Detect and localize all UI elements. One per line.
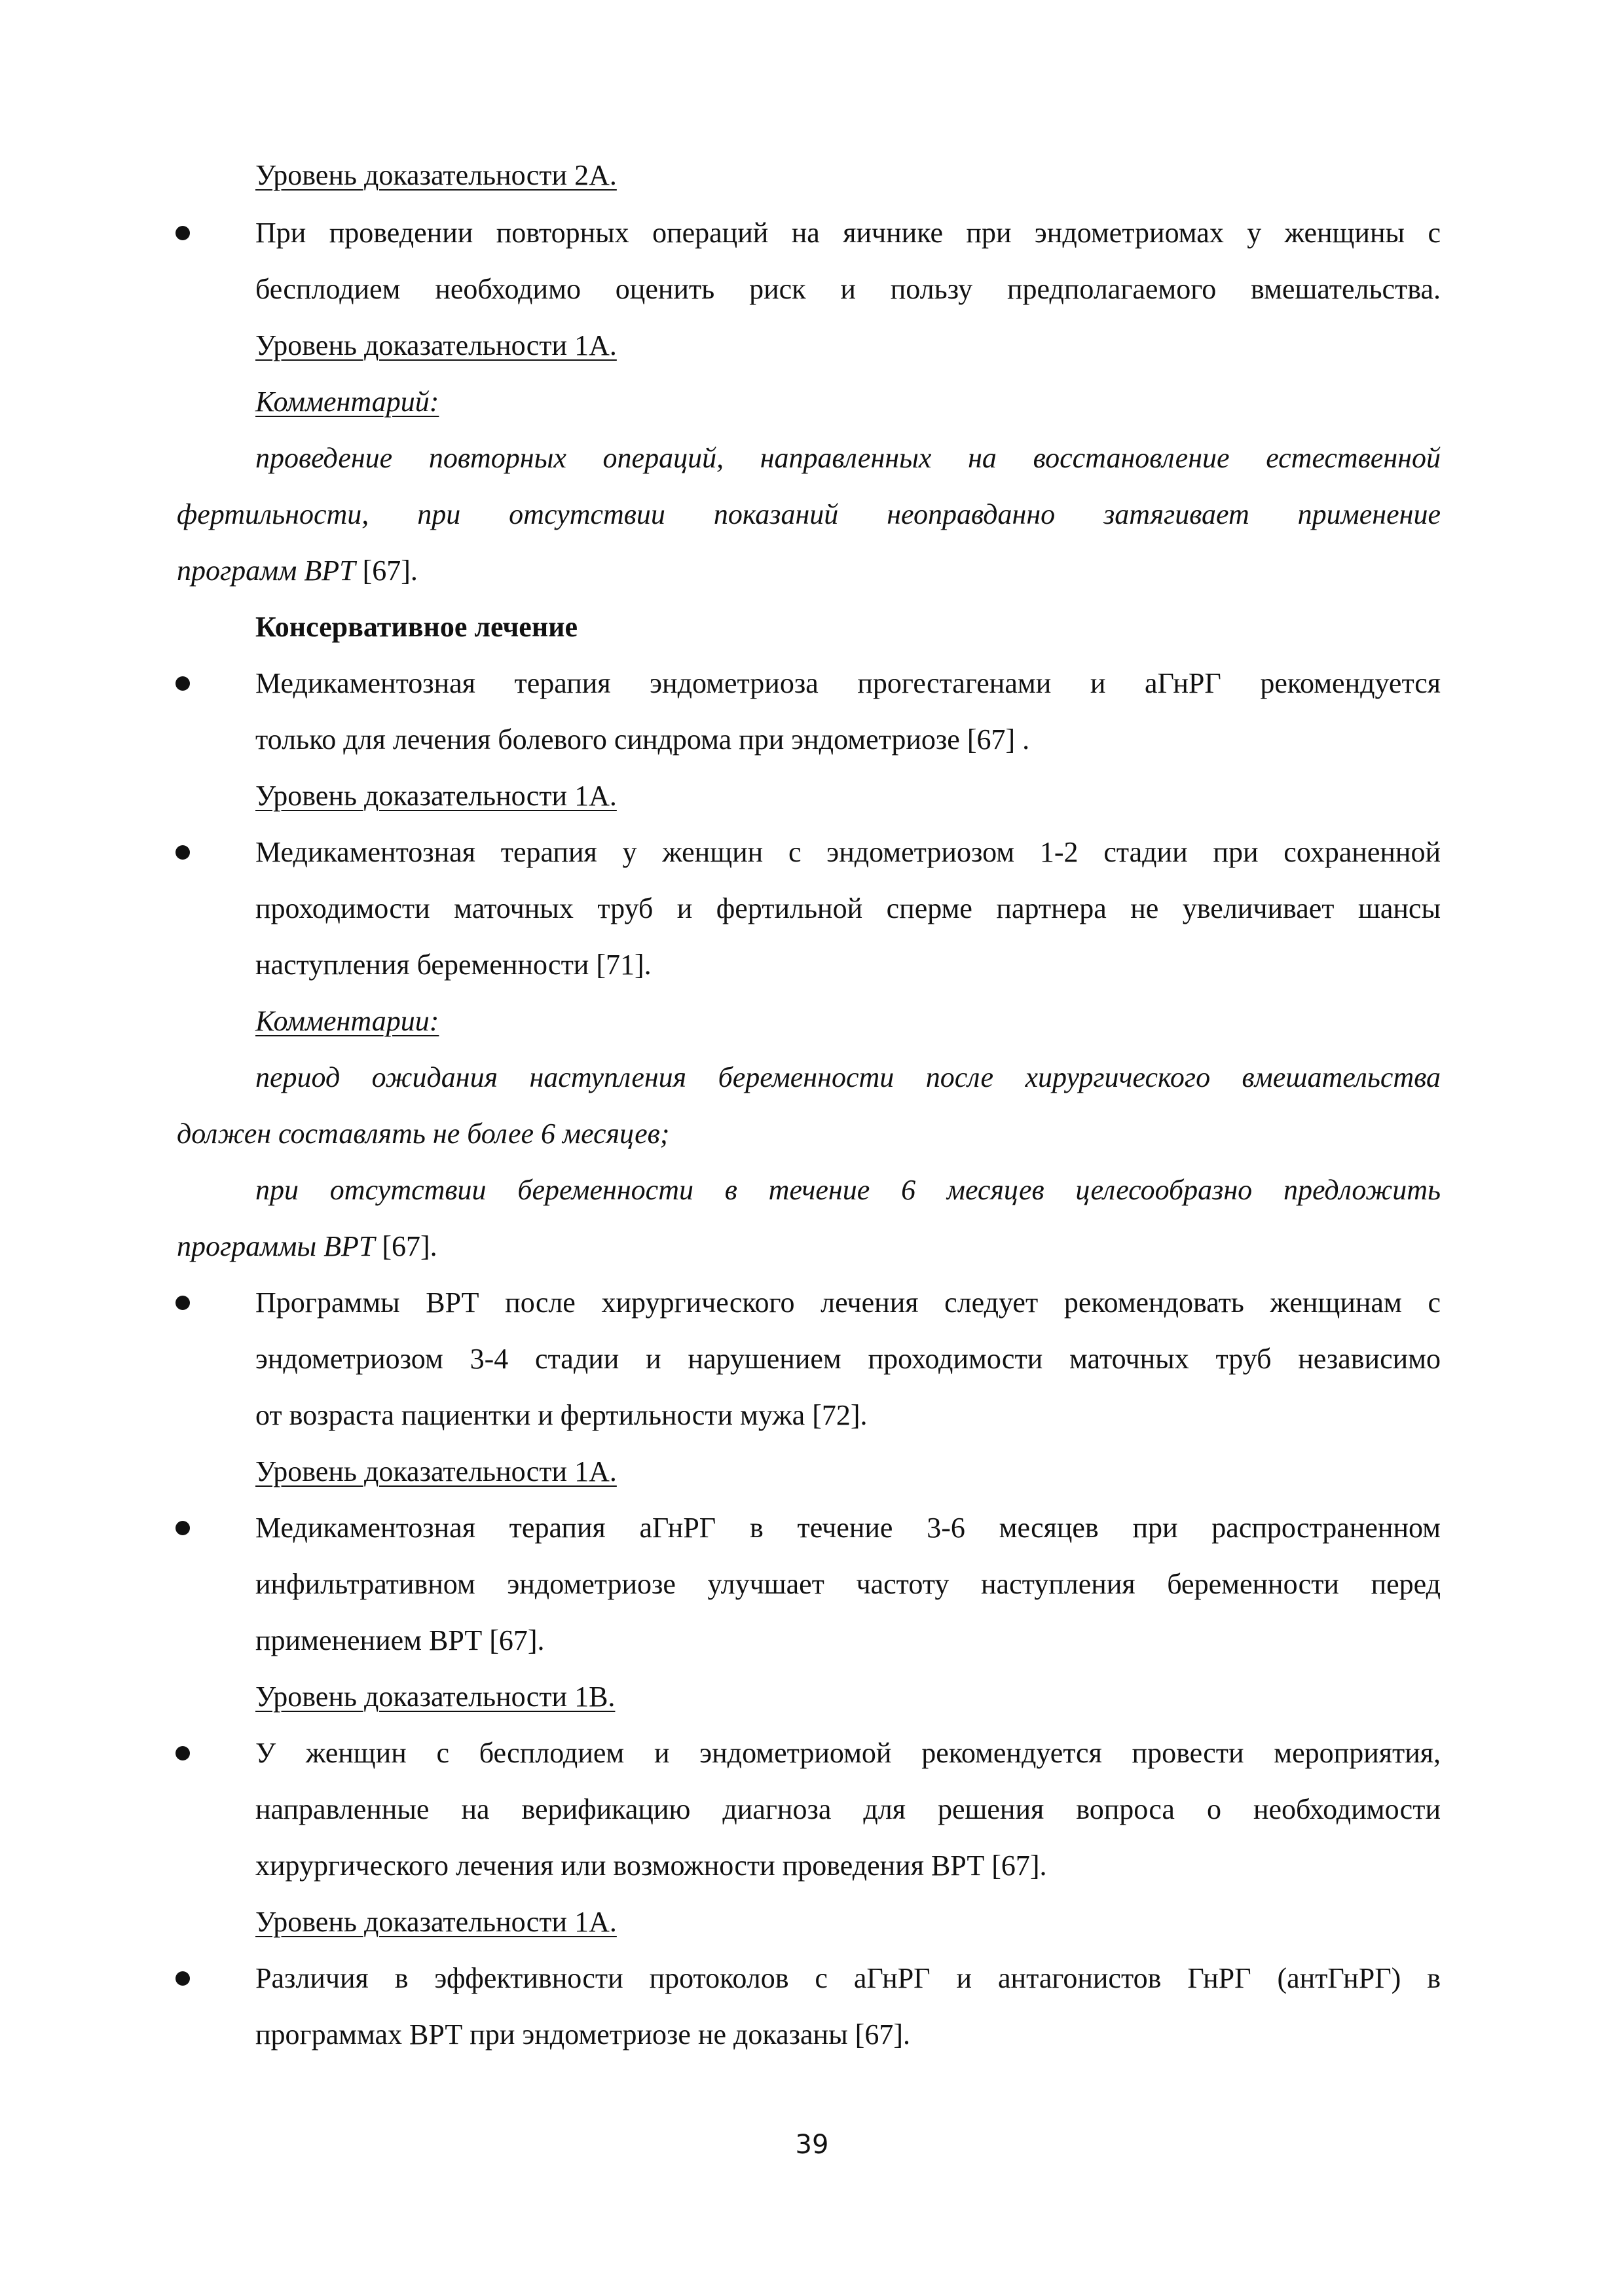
comment-label: Комментарий: <box>255 386 439 418</box>
comment-line: должен составлять не более 6 месяцев; <box>177 1118 670 1150</box>
paragraph-line: направленные на верификацию диагноза для решения вопроса о необходимости <box>255 1793 1441 1825</box>
comment-line: при отсутствии беременности в течение 6 месяцев целесообразно предложить <box>255 1174 1441 1206</box>
page-number: 39 <box>795 2130 829 2160</box>
comment-line <box>177 1218 437 1275</box>
paragraph-line: наступления беременности [71]. <box>255 949 652 981</box>
comment-text: программы ВРТ <box>177 1230 375 1262</box>
evidence-level: Уровень доказательности 2А. <box>255 159 617 191</box>
bullet-icon <box>175 226 190 240</box>
paragraph-line: инфильтративном эндометриозе улучшает частоту наступления беременности перед <box>255 1568 1441 1600</box>
comment-line: период ожидания наступления беременности после хирургического вмешательства <box>255 1061 1441 1093</box>
comment-label: Комментарии: <box>255 1005 439 1037</box>
evidence-level: Уровень доказательности 1А. <box>255 1906 617 1938</box>
comment-text: программ ВРТ <box>177 555 356 587</box>
paragraph-line: эндометриозом 3-4 стадии и нарушением проходимости маточных труб независимо <box>255 1343 1441 1375</box>
evidence-level: Уровень доказательности 1А. <box>255 1455 617 1487</box>
paragraph-line: только для лечения болевого синдрома при эндометриозе [67] . <box>255 723 1030 756</box>
paragraph-line: Медикаментозная терапия эндометриоза прогестагенами и аГнРГ рекомендуется <box>255 667 1441 699</box>
comment-line: фертильности, при отсутствии показаний неоправданно затягивает применение <box>177 498 1441 530</box>
bullet-icon <box>175 1296 190 1310</box>
paragraph-line: применением ВРТ [67]. <box>255 1624 545 1656</box>
bullet-icon <box>175 676 190 691</box>
citation: [67]. <box>375 1230 437 1262</box>
paragraph-line: программах ВРТ при эндометриозе не доказаны [67]. <box>255 2018 910 2050</box>
comment-line <box>177 543 418 599</box>
bullet-icon <box>175 1971 190 1986</box>
comment-line: проведение повторных операций, направленных на восстановление естественной <box>255 442 1441 474</box>
section-heading: Консервативное лечение <box>255 611 578 643</box>
paragraph-line: бесплодием необходимо оценить риск и пользу предполагаемого вмешательства. <box>255 273 1441 305</box>
paragraph-line: Медикаментозная терапия у женщин с эндометриозом 1-2 стадии при сохраненной <box>255 836 1441 868</box>
paragraph-line: Программы ВРТ после хирургического лечения следует рекомендовать женщинам с <box>255 1286 1441 1319</box>
paragraph-line: Различия в эффективности протоколов с аГнРГ и антагонистов ГнРГ (антГнРГ) в <box>255 1962 1441 1994</box>
paragraph-line: При проведении повторных операций на яичнике при эндометриомах у женщины с <box>255 217 1441 249</box>
paragraph-line: проходимости маточных труб и фертильной сперме партнера не увеличивает шансы <box>255 892 1441 924</box>
paragraph-line: Медикаментозная терапия аГнРГ в течение 3-6 месяцев при распространенном <box>255 1512 1441 1544</box>
evidence-level: Уровень доказательности 1А. <box>255 329 617 361</box>
evidence-level: Уровень доказательности 1В. <box>255 1681 616 1713</box>
bullet-icon <box>175 1746 190 1760</box>
bullet-icon <box>175 845 190 860</box>
paragraph-line: У женщин с бесплодием и эндометриомой рекомендуется провести мероприятия, <box>255 1737 1441 1769</box>
bullet-icon <box>175 1521 190 1535</box>
evidence-level: Уровень доказательности 1А. <box>255 780 617 812</box>
paragraph-line: хирургического лечения или возможности проведения ВРТ [67]. <box>255 1850 1047 1882</box>
paragraph-line: от возраста пациентки и фертильности мужа [72]. <box>255 1399 868 1431</box>
citation: [67]. <box>355 555 418 587</box>
